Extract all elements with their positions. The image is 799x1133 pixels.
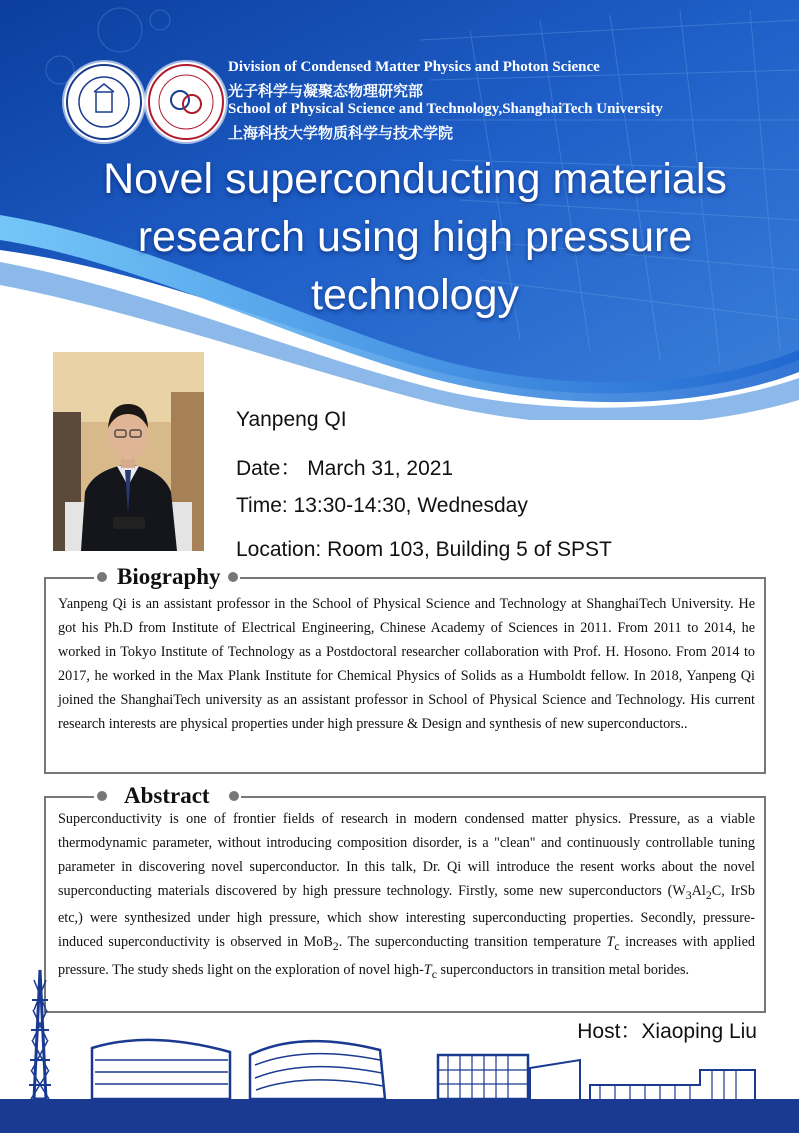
biography-rule-right [240, 577, 766, 579]
org-line-school-cn: 上海科技大学物质科学与技术学院 [228, 126, 454, 142]
talk-title-line-1: Novel superconducting materials [103, 155, 727, 203]
org-line-school-en: School of Physical Science and Technology,ShanghaiTech University [228, 101, 663, 117]
abstract-dot-right [229, 791, 239, 801]
speaker-photo [53, 352, 204, 551]
footer-band [0, 1099, 799, 1133]
shanghaitech-logo [64, 62, 144, 142]
dpps-logo [146, 62, 226, 142]
speaker-name: Yanpeng QI [236, 408, 347, 431]
biography-dot-left [97, 572, 107, 582]
symbol-tc-2: $T_c$ [423, 962, 437, 981]
org-line-division-en: Division of Condensed Matter Physics and Photon Science [228, 59, 600, 75]
formula-mob2: MoB$_2$ [303, 934, 339, 954]
abstract-text: Superconductivity is one of frontier fields of research in modern condensed matter physics. Pressure, as a viable thermodynamic parameter, without introducing composition disorder, is a "clean" and continuously controllable tuning parameter in discovering novel superconductor. In this talk, Dr. Qi will introduce the resent works about the novel superconducting materials discovered by high pressure technology. Firstly, some new superconductors ($W_3Al_2C$, IrSb etc,) were synthesized under high pressure, which show interesting superconducting properties. Secondly, pressure-induced superconductivity is observed in MoB$_2$. The superconducting transition temperature $T_c$ increases with applied pressure. The study sheds light on the exploration of novel high-$T_c$ superconductors in transition metal borides. [58, 811, 755, 981]
talk-title-line-3: technology [311, 271, 519, 319]
talk-date: Date： March 31, 2021 [236, 457, 454, 480]
biography-rule-left [44, 577, 94, 579]
org-line-division-cn: 光子科学与凝聚态物理研究部 [228, 84, 424, 100]
abstract-rule-left [44, 796, 94, 798]
abstract-heading: Abstract [124, 783, 210, 808]
biography-heading: Biography [117, 564, 221, 589]
talk-location: Location: Room 103, Building 5 of SPST [236, 538, 612, 561]
talk-title [30, 150, 799, 324]
talk-title-line-2: research using high pressure [137, 213, 693, 261]
biography-dot-right [228, 572, 238, 582]
talk-time: Time: 13:30-14:30, Wednesday [236, 494, 528, 517]
abstract-dot-left [97, 791, 107, 801]
symbol-tc: $T_c$ [606, 934, 620, 954]
formula-w3al2c: $W_3Al_2C$ [672, 882, 722, 902]
host-line: Host：Xiaoping Liu [577, 1020, 757, 1043]
campus-buildings-illustration [0, 960, 799, 1100]
abstract-rule-right [241, 796, 766, 798]
biography-text: Yanpeng Qi is an assistant professor in the School of Physical Science and Technology at ShanghaiTech University. He got his Ph.D from Institute of Electrical Engineering, Chinese Academy of Sciences in 2011. From 2011 to 2014, he worked in Tokyo Institute of Technology as a Postdoctoral researcher collaboration with Prof. H. Hosono. From 2014 to 2017, he worked in the Max Plank Institute for Chemical Physics of Solids as a Humboldt fellow. In 2018, Yanpeng Qi joined the ShanghaiTech university as an assistant professor in School of Physical Science and Technology. His current research interests are physical properties under high pressure & Design and synthesis of new superconductors.. [58, 596, 755, 732]
